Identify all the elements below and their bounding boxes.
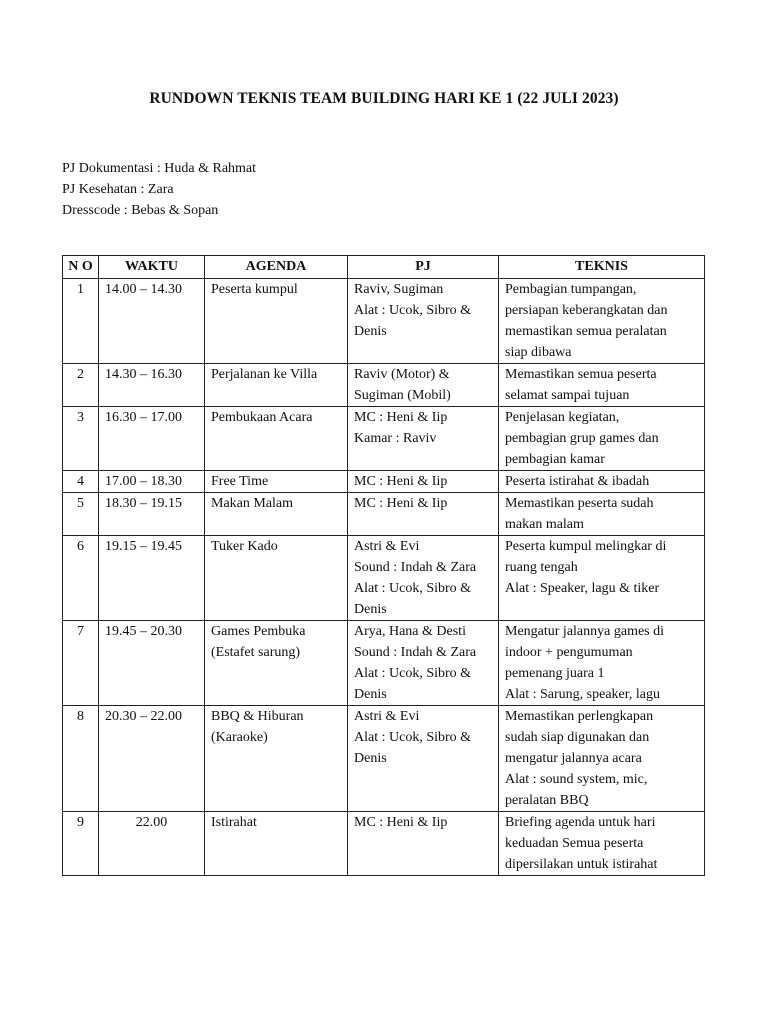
cell-teknis bbox=[499, 621, 705, 706]
cell-teknis-line: pemenang juara 1 bbox=[505, 666, 605, 681]
cell-teknis-line: Alat : sound system, mic, bbox=[505, 772, 648, 787]
cell-agenda bbox=[205, 621, 348, 706]
cell-waktu: 18.30 – 19.15 bbox=[99, 493, 205, 536]
cell-teknis-line: Memastikan perlengkapan bbox=[505, 709, 654, 724]
document-title: RUNDOWN TEKNIS TEAM BUILDING HARI KE 1 (22 JULI 2023) bbox=[149, 90, 619, 107]
cell-no: 4 bbox=[63, 471, 99, 493]
cell-pj-line: Sugiman (Mobil) bbox=[354, 388, 451, 403]
cell-agenda bbox=[205, 536, 348, 621]
cell-pj-line: Sound : Indah & Zara bbox=[354, 560, 477, 575]
cell-teknis-line: keduadan Semua peserta bbox=[505, 836, 644, 851]
table-row bbox=[63, 536, 705, 621]
cell-pj bbox=[348, 812, 499, 876]
cell-no: 8 bbox=[63, 706, 99, 812]
cell-agenda-line: Pembukaan Acara bbox=[211, 410, 313, 425]
cell-pj-line: Arya, Hana & Desti bbox=[354, 624, 466, 639]
cell-waktu: 16.30 – 17.00 bbox=[99, 407, 205, 471]
cell-waktu: 19.15 – 19.45 bbox=[99, 536, 205, 621]
cell-teknis bbox=[499, 279, 705, 364]
document-meta bbox=[62, 158, 256, 221]
header-teknis: TEKNIS bbox=[499, 256, 705, 279]
cell-teknis-line: Briefing agenda untuk hari bbox=[505, 815, 656, 830]
cell-teknis bbox=[499, 536, 705, 621]
cell-pj-line: MC : Heni & Iip bbox=[354, 410, 448, 425]
cell-agenda bbox=[205, 279, 348, 364]
cell-waktu: 19.45 – 20.30 bbox=[99, 621, 205, 706]
cell-teknis-line: mengatur jalannya acara bbox=[505, 751, 642, 766]
cell-pj bbox=[348, 471, 499, 493]
cell-no: 9 bbox=[63, 812, 99, 876]
cell-agenda bbox=[205, 364, 348, 407]
cell-waktu: 14.00 – 14.30 bbox=[99, 279, 205, 364]
cell-teknis bbox=[499, 471, 705, 493]
table-body bbox=[63, 279, 705, 876]
cell-pj bbox=[348, 621, 499, 706]
cell-agenda-line: Peserta kumpul bbox=[211, 282, 298, 297]
cell-no: 3 bbox=[63, 407, 99, 471]
cell-pj-line: MC : Heni & Iip bbox=[354, 496, 448, 511]
cell-pj-line: MC : Heni & Iip bbox=[354, 474, 448, 489]
cell-agenda-line: BBQ & Hiburan bbox=[211, 709, 304, 724]
cell-teknis-line: pembagian grup games dan bbox=[505, 431, 659, 446]
cell-agenda-line: (Karaoke) bbox=[211, 730, 268, 745]
cell-agenda bbox=[205, 812, 348, 876]
cell-teknis-line: dipersilakan untuk istirahat bbox=[505, 857, 658, 872]
cell-no: 2 bbox=[63, 364, 99, 407]
cell-agenda-line: Games Pembuka bbox=[211, 624, 306, 639]
cell-waktu: 22.00 bbox=[99, 812, 205, 876]
cell-pj-line: Denis bbox=[354, 687, 387, 702]
meta-dresscode: Dresscode : Bebas & Sopan bbox=[62, 203, 219, 218]
cell-agenda-line: Perjalanan ke Villa bbox=[211, 367, 318, 382]
cell-waktu: 14.30 – 16.30 bbox=[99, 364, 205, 407]
cell-agenda bbox=[205, 706, 348, 812]
cell-teknis-line: Pembagian tumpangan, bbox=[505, 282, 637, 297]
rundown-table bbox=[62, 255, 705, 876]
cell-agenda-line: Free Time bbox=[211, 474, 269, 489]
cell-agenda bbox=[205, 407, 348, 471]
table-row bbox=[63, 407, 705, 471]
table-header-row bbox=[63, 256, 705, 279]
cell-pj-line: Denis bbox=[354, 751, 387, 766]
cell-teknis-line: Peserta kumpul melingkar di bbox=[505, 539, 667, 554]
cell-pj bbox=[348, 407, 499, 471]
cell-teknis-line: persiapan keberangkatan dan bbox=[505, 303, 668, 318]
table-row bbox=[63, 364, 705, 407]
cell-teknis-line: peralatan BBQ bbox=[505, 793, 589, 808]
cell-pj bbox=[348, 493, 499, 536]
cell-teknis-line: makan malam bbox=[505, 517, 584, 532]
cell-pj bbox=[348, 536, 499, 621]
cell-teknis-line: Memastikan semua peserta bbox=[505, 367, 657, 382]
cell-teknis-line: Mengatur jalannya games di bbox=[505, 624, 665, 639]
cell-pj-line: Denis bbox=[354, 602, 387, 617]
cell-no: 6 bbox=[63, 536, 99, 621]
cell-pj-line: Raviv (Motor) & bbox=[354, 367, 450, 382]
cell-waktu: 20.30 – 22.00 bbox=[99, 706, 205, 812]
cell-pj-line: Alat : Ucok, Sibro & bbox=[354, 730, 472, 745]
cell-no: 1 bbox=[63, 279, 99, 364]
meta-pj-dokumentasi: PJ Dokumentasi : Huda & Rahmat bbox=[62, 161, 257, 176]
cell-agenda-line: (Estafet sarung) bbox=[211, 645, 301, 660]
cell-teknis-line: Memastikan peserta sudah bbox=[505, 496, 654, 511]
cell-agenda-line: Istirahat bbox=[211, 815, 257, 830]
cell-teknis bbox=[499, 364, 705, 407]
cell-no: 7 bbox=[63, 621, 99, 706]
cell-waktu: 17.00 – 18.30 bbox=[99, 471, 205, 493]
cell-pj-line: Alat : Ucok, Sibro & bbox=[354, 581, 472, 596]
table-row bbox=[63, 706, 705, 812]
cell-pj-line: Sound : Indah & Zara bbox=[354, 645, 477, 660]
cell-teknis-line: memastikan semua peralatan bbox=[505, 324, 667, 339]
table-row bbox=[63, 621, 705, 706]
cell-agenda bbox=[205, 493, 348, 536]
cell-teknis-line: indoor + pengumuman bbox=[505, 645, 633, 660]
table-row bbox=[63, 493, 705, 536]
table-row bbox=[63, 279, 705, 364]
cell-teknis-line: siap dibawa bbox=[505, 345, 572, 360]
cell-pj bbox=[348, 279, 499, 364]
cell-pj-line: Raviv, Sugiman bbox=[354, 282, 444, 297]
meta-pj-kesehatan: PJ Kesehatan : Zara bbox=[62, 182, 174, 197]
cell-pj-line: Alat : Ucok, Sibro & bbox=[354, 303, 472, 318]
cell-pj-line: MC : Heni & Iip bbox=[354, 815, 448, 830]
cell-no: 5 bbox=[63, 493, 99, 536]
cell-pj-line: Astri & Evi bbox=[354, 709, 420, 724]
header-pj: PJ bbox=[348, 256, 499, 279]
header-no: N O bbox=[63, 256, 99, 279]
cell-teknis-line: selamat sampai tujuan bbox=[505, 388, 630, 403]
header-waktu: WAKTU bbox=[99, 256, 205, 279]
cell-teknis-line: Peserta istirahat & ibadah bbox=[505, 474, 650, 489]
cell-teknis bbox=[499, 407, 705, 471]
cell-pj-line: Astri & Evi bbox=[354, 539, 420, 554]
cell-pj bbox=[348, 364, 499, 407]
cell-teknis-line: sudah siap digunakan dan bbox=[505, 730, 650, 745]
cell-agenda bbox=[205, 471, 348, 493]
cell-teknis bbox=[499, 493, 705, 536]
cell-agenda-line: Makan Malam bbox=[211, 496, 294, 511]
cell-pj-line: Alat : Ucok, Sibro & bbox=[354, 666, 472, 681]
cell-agenda-line: Tuker Kado bbox=[211, 539, 278, 554]
table-row bbox=[63, 812, 705, 876]
cell-teknis bbox=[499, 706, 705, 812]
cell-teknis-line: Alat : Sarung, speaker, lagu bbox=[505, 687, 660, 702]
cell-teknis-line: Penjelasan kegiatan, bbox=[505, 410, 620, 425]
cell-teknis-line: Alat : Speaker, lagu & tiker bbox=[505, 581, 660, 596]
cell-pj bbox=[348, 706, 499, 812]
cell-teknis bbox=[499, 812, 705, 876]
cell-teknis-line: ruang tengah bbox=[505, 560, 578, 575]
table-row bbox=[63, 471, 705, 493]
header-agenda: AGENDA bbox=[205, 256, 348, 279]
cell-pj-line: Denis bbox=[354, 324, 387, 339]
cell-teknis-line: pembagian kamar bbox=[505, 452, 605, 467]
cell-pj-line: Kamar : Raviv bbox=[354, 431, 437, 446]
